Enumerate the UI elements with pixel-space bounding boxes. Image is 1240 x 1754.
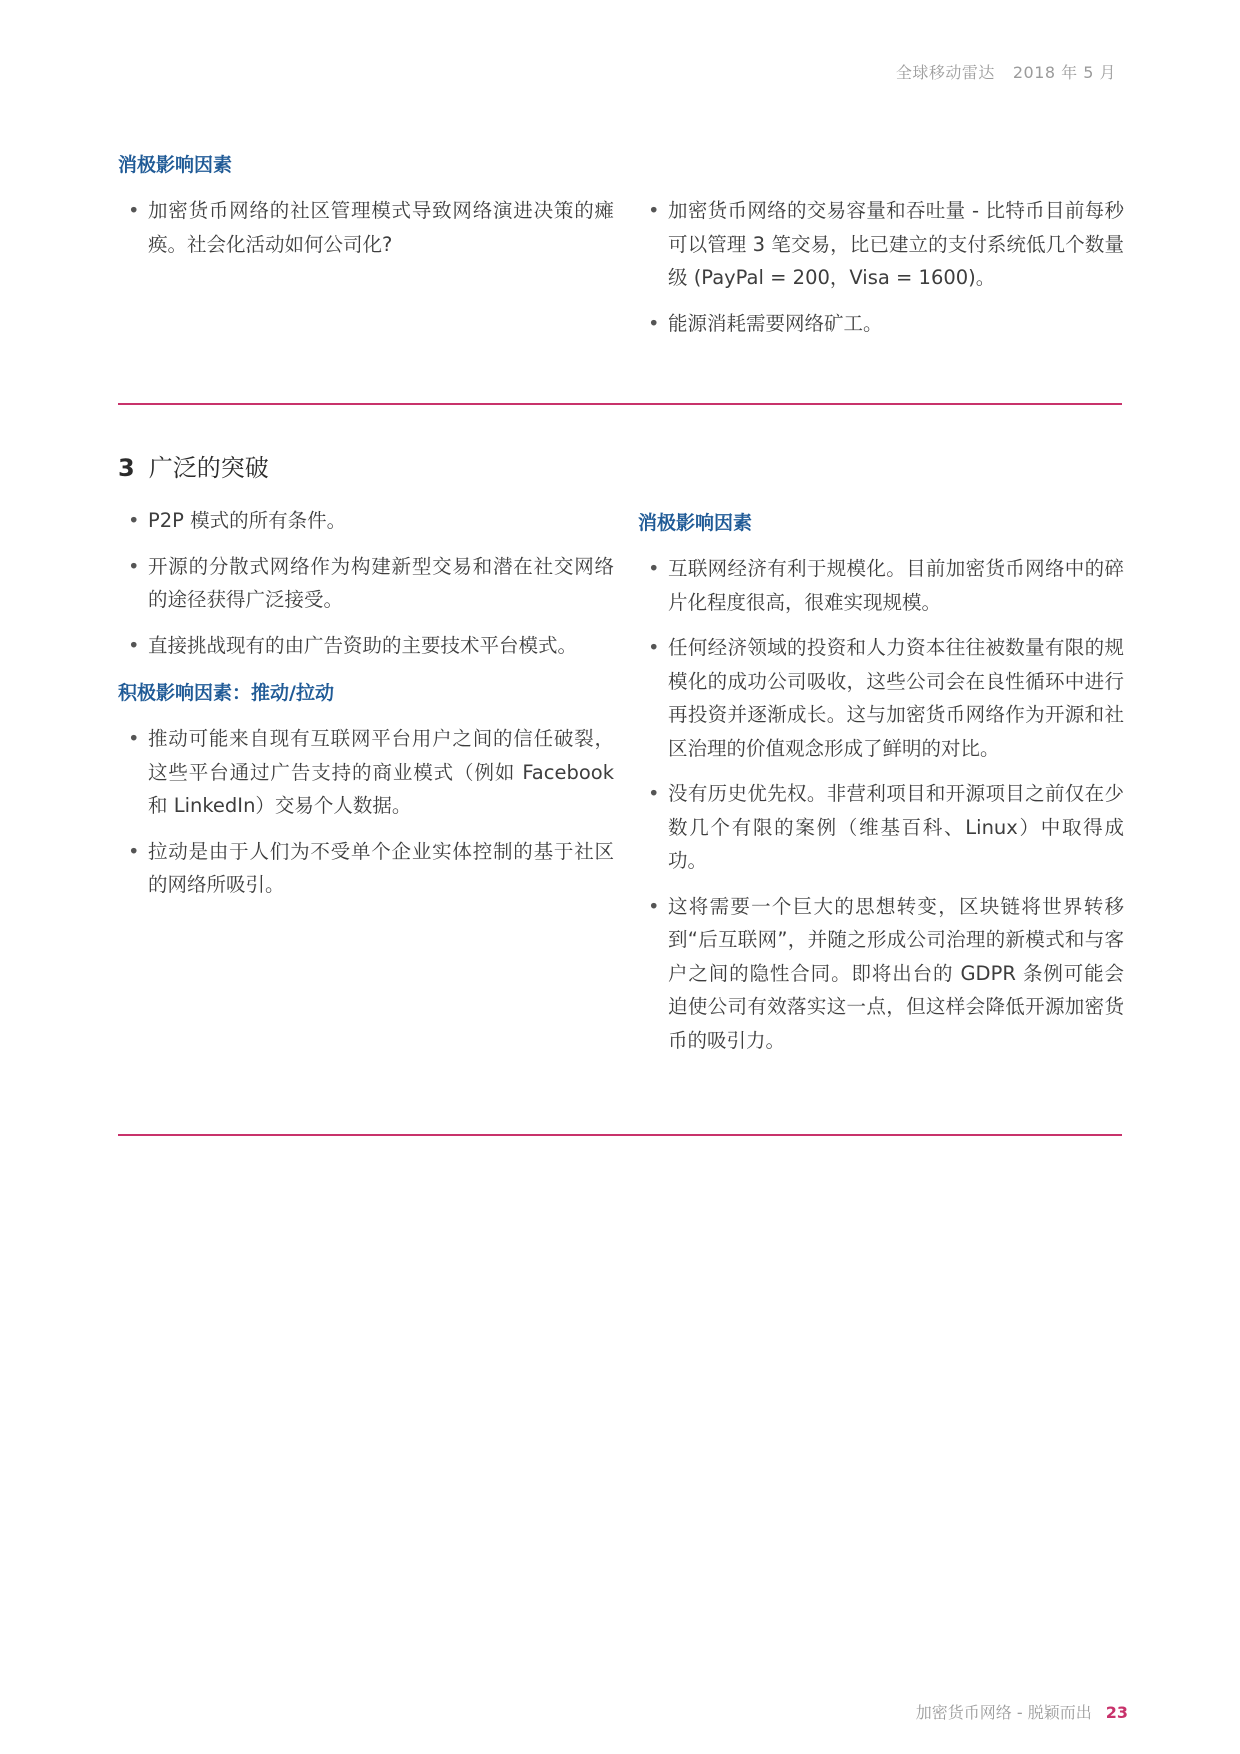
section3-right-column	[638, 510, 1124, 1069]
footer-title: 加密货币网络 - 脱颖而出	[915, 1703, 1092, 1722]
list-item: • 能源消耗需要网络矿工。	[638, 307, 1124, 341]
list-item: • 推动可能来自现有互联网平台用户之间的信任破裂，这些平台通过广告支持的商业模式（例如 Facebook 和 LinkedIn）交易个人数据。	[118, 722, 614, 823]
list-item: • 任何经济领域的投资和人力资本往往被数量有限的规模化的成功公司吸收，这些公司会在良性循环中进行再投资并逐渐成长。这与加密货币网络作为开源和社区治理的价值观念形成了鲜明的对比。	[638, 631, 1124, 765]
list-item: • 拉动是由于人们为不受单个企业实体控制的基于社区的网络所吸引。	[118, 835, 614, 902]
conditions-list	[118, 504, 614, 662]
publication-date: 2018 年 5 月	[1012, 63, 1116, 82]
section-title-text: 广泛的突破	[148, 454, 269, 482]
section3-left-column	[118, 504, 614, 914]
negative-factors-list	[638, 552, 1124, 1057]
section-divider	[118, 1134, 1122, 1136]
section-divider	[118, 403, 1122, 405]
list-item: • 加密货币网络的社区管理模式导致网络演进决策的瘫痪。社会化活动如何公司化?	[118, 194, 614, 261]
top-right-list	[638, 194, 1124, 340]
page-number: 23	[1105, 1703, 1128, 1722]
list-item: • 开源的分散式网络作为构建新型交易和潜在社交网络的途径获得广泛接受。	[118, 550, 614, 617]
list-item: • 这将需要一个巨大的思想转变，区块链将世界转移到“后互联网”，并随之形成公司治理的新模式和与客户之间的隐性合同。即将出台的 GDPR 条例可能会迫使公司有效落实这一点，但这样会降低开源加密货币的吸引力。	[638, 890, 1124, 1058]
section-number: 3	[118, 454, 135, 482]
list-item: • 没有历史优先权。非营利项目和开源项目之前仅在少数几个有限的案例（维基百科、Linux）中取得成功。	[638, 777, 1124, 878]
list-item: • 加密货币网络的交易容量和吞吐量 - 比特币目前每秒可以管理 3 笔交易，比已建立的支付系统低几个数量级 (PayPal = 200，Visa = 1600)。	[638, 194, 1124, 295]
top-left-column	[118, 152, 614, 273]
list-item: • 直接挑战现有的由广告资助的主要技术平台模式。	[118, 629, 614, 663]
positive-factors-list	[118, 722, 614, 902]
page-header	[896, 60, 1116, 83]
publication-name: 全球移动雷达	[895, 63, 995, 82]
positive-factors-heading: 积极影响因素：推动/拉动	[118, 682, 334, 704]
top-right-column	[638, 194, 1124, 352]
list-item: • 互联网经济有利于规模化。目前加密货币网络中的碎片化程度很高，很难实现规模。	[638, 552, 1124, 619]
section-title	[118, 448, 269, 483]
list-item: • P2P 模式的所有条件。	[118, 504, 614, 538]
page-footer	[916, 1700, 1128, 1723]
top-left-list	[118, 194, 614, 261]
negative-factors-heading: 消极影响因素	[118, 154, 233, 176]
negative-factors-heading: 消极影响因素	[638, 512, 753, 534]
